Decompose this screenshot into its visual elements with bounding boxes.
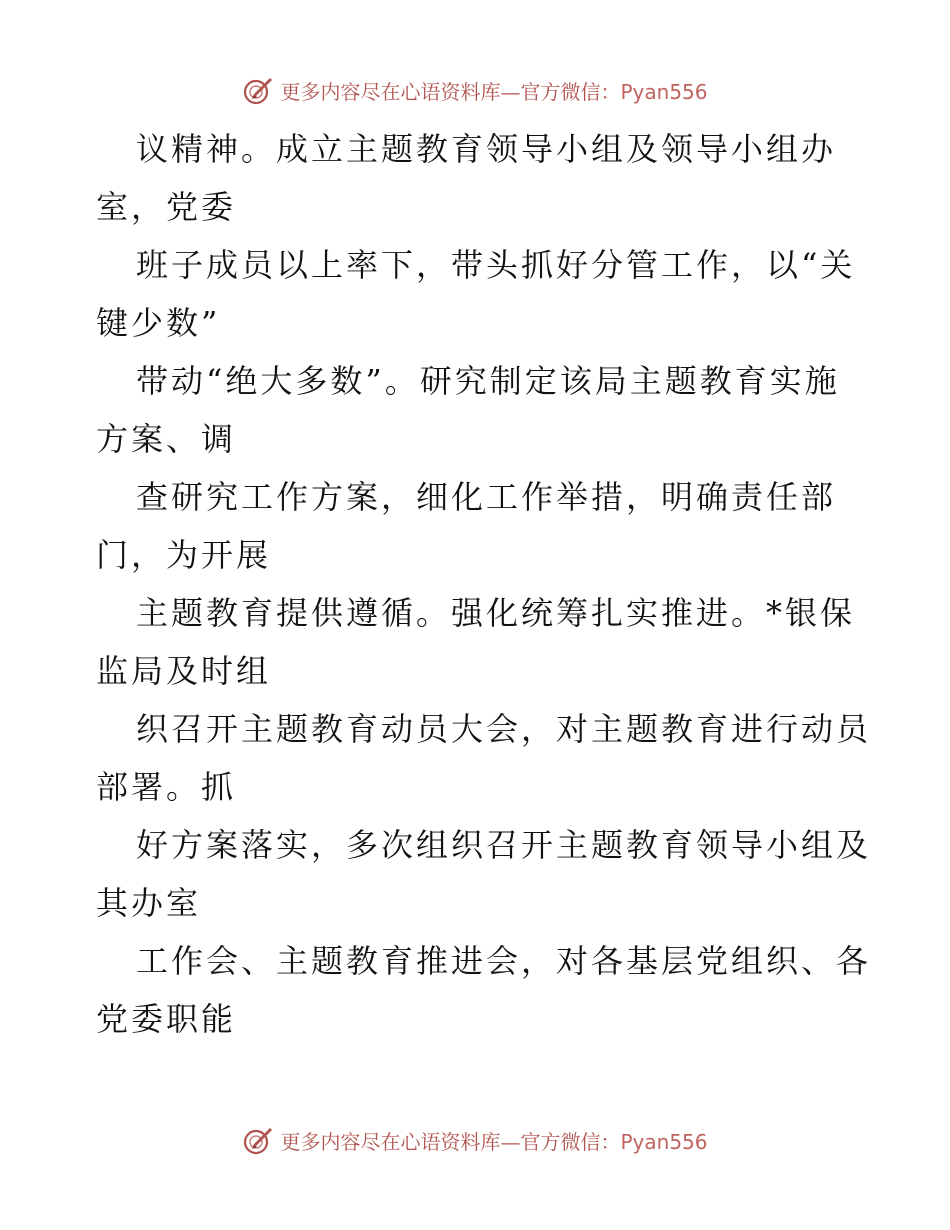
watermark-text [280, 1126, 707, 1155]
body-text-line: 带动“绝大多数”。研究制定该局主题教育实施 [136, 362, 840, 400]
body-text-line: 工作会、主题教育推进会，对各基层党组织、各 [136, 942, 872, 980]
body-text-line: 党委职能 [96, 1000, 237, 1038]
body-text-line: 方案、调 [96, 420, 237, 458]
body-text-line: 监局及时组 [96, 652, 272, 690]
watermark-slogan: 更多内容尽在心语资料库—官方微信： [280, 79, 621, 104]
body-text-line: 查研究工作方案，细化工作举措，明确责任部 [136, 478, 837, 516]
body-text-line: 好方案落实，多次组织召开主题教育领导小组及 [136, 826, 872, 864]
watermark-text [280, 76, 707, 105]
footer-watermark [0, 1120, 950, 1160]
body-text-line: 部署。抓 [96, 768, 237, 806]
header-watermark [0, 70, 950, 110]
quill-pen-logo-icon [242, 1124, 274, 1156]
document-body [96, 120, 872, 1048]
quill-pen-logo-icon [242, 74, 274, 106]
watermark-slogan: 更多内容尽在心语资料库—官方微信： [280, 1129, 621, 1154]
body-text-line: 班子成员以上率下，带头抓好分管工作，以“关 [136, 246, 856, 284]
body-text-line: 键少数” [96, 304, 221, 342]
watermark-contact: Pyan556 [620, 79, 708, 104]
body-text-line: 其办室 [96, 884, 202, 922]
body-text-line: 门，为开展 [96, 536, 272, 574]
body-text-line: 主题教育提供遵循。强化统筹扎实推进。*银保 [136, 594, 856, 632]
body-text-line: 织召开主题教育动员大会，对主题教育进行动员 [136, 710, 872, 748]
body-text-line: 议精神。成立主题教育领导小组及领导小组办 [136, 130, 837, 168]
watermark-contact: Pyan556 [620, 1129, 708, 1154]
body-text-line: 室，党委 [96, 188, 237, 226]
